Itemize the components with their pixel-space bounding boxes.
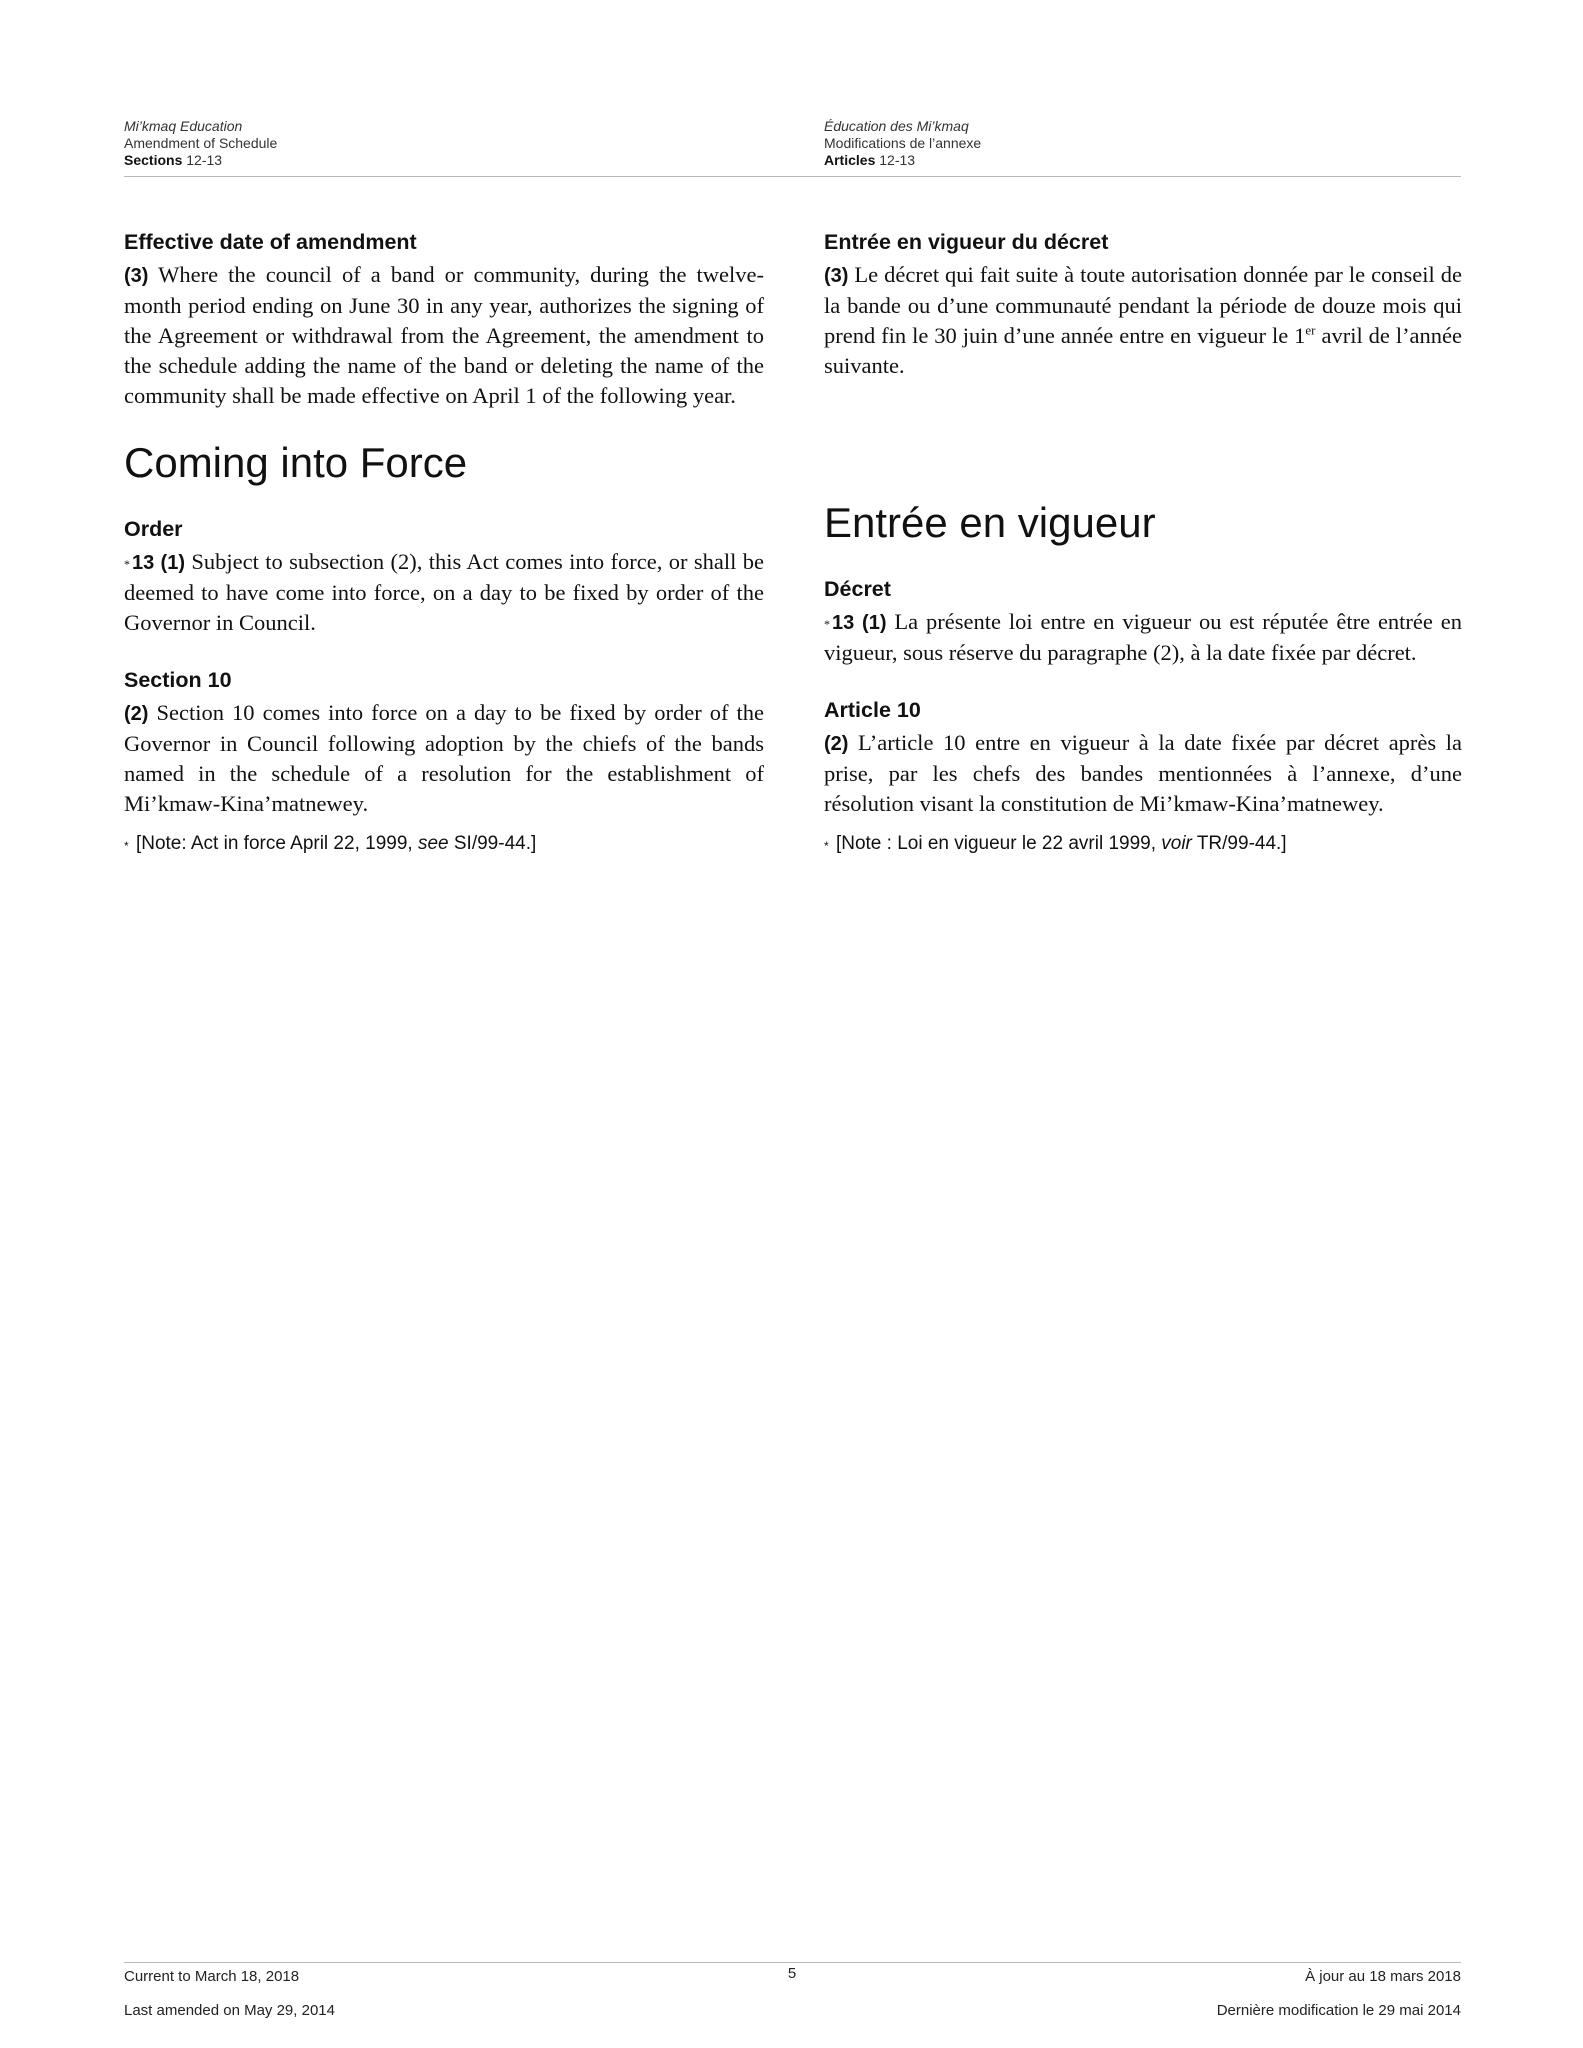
header-sections-fr (824, 152, 981, 169)
footnote-marker: * (824, 617, 830, 631)
in-force-note-en (124, 831, 764, 857)
marginal-note-effective-date: Effective date of amendment (124, 230, 417, 254)
marginal-note-entree-decret: Entrée en vigueur du décret (824, 230, 1109, 254)
footnote-marker: * (124, 839, 129, 853)
subsection-13-2-en (124, 698, 764, 819)
footer-divider (124, 1962, 1461, 1963)
marginal-note-decret: Décret (824, 577, 891, 601)
subsection-13-2-fr (824, 728, 1462, 819)
in-force-note-fr (824, 831, 1462, 857)
french-column (824, 228, 1462, 857)
section-text: La présente loi entre en vigueur ou est réputée être entrée en vigueur, sous réserve du paragraphe (2), à la date fixée par décret. (824, 609, 1463, 665)
current-to-en: Current to March 18, 2018 (124, 1968, 300, 1985)
footnote-marker: * (124, 557, 130, 571)
subsection-12-3-fr (824, 260, 1462, 381)
header-sections-range-fr: 12-13 (879, 152, 916, 168)
header-sections-word-en: Sections (124, 152, 183, 168)
subsection-number: (2) (124, 703, 149, 725)
subsection-text-end: avril de l’année suivante. (824, 323, 1463, 378)
note-italic: see (417, 833, 449, 854)
part-heading-fr: Entrée en vigueur (824, 499, 1156, 546)
subsection-text: Where the council of a band or community, during the twelve-month period ending on June 30 in any year, authorizes the signing of the Agreement or withdrawal from the Agreement, the amendment to the schedule adding the name of the band or deleting the name of the community shall be made effective on April 1 of the following year. (124, 262, 765, 408)
header-sections-range-en: 12-13 (186, 152, 223, 168)
note-reference: SI/99-44.] (453, 833, 537, 854)
running-header-en (124, 118, 277, 169)
marginal-note-order: Order (124, 517, 183, 541)
note-reference: TR/99-44.] (1196, 833, 1287, 854)
running-header-fr (824, 118, 981, 169)
header-act-title-fr: Éducation des Mi’kmaq (824, 118, 969, 134)
section-text: Subject to subsection (2), this Act comes into force, or shall be deemed to have come into force, on a day to be fixed by order of the Governor in Council. (124, 549, 765, 635)
current-to-fr: À jour au 18 mars 2018 (1305, 1968, 1461, 1985)
last-amended-en: Last amended on May 29, 2014 (124, 2002, 335, 2019)
section-number: 13 (1) (832, 612, 887, 634)
subsection-number: (3) (824, 265, 849, 287)
header-part-title-fr: Modifications de l’annexe (824, 135, 982, 151)
marginal-note-section-10: Section 10 (124, 668, 232, 692)
section-13-1-en (124, 547, 764, 638)
subsection-text: Le décret qui fait suite à toute autorisation donnée par le conseil de la bande ou d’une communauté pendant la période de douze mois qui prend fin le 30 juin d’une année entre en vigueur le 1 (824, 262, 1462, 348)
footnote-marker: * (824, 839, 829, 853)
marginal-note-article-10: Article 10 (824, 698, 921, 722)
section-13-1-fr (824, 607, 1462, 668)
subsection-12-3-en (124, 260, 764, 411)
subsection-number: (2) (824, 733, 849, 755)
page-number: 5 (787, 1965, 797, 1982)
part-heading-en: Coming into Force (124, 439, 468, 486)
header-part-title-en: Amendment of Schedule (124, 135, 278, 151)
subsection-text: L’article 10 entre en vigueur à la date fixée par décret après la prise, par les chefs des bandes mentionnées à l’annexe, d’une résolution visant la constitution de Mi’kmaw-Kina’matnewey. (824, 730, 1462, 816)
section-number: 13 (1) (132, 552, 186, 574)
header-sections-word-fr: Articles (824, 152, 876, 168)
subsection-text: Section 10 comes into force on a day to be fixed by order of the Governor in Council following adoption by the chiefs of the bands named in the schedule of a resolution for the establishment of Mi’kmaw-Kina’matnewey. (124, 700, 765, 816)
subsection-number: (3) (124, 265, 149, 287)
header-act-title-en: Mi’kmaq Education (124, 118, 243, 134)
note-text: [Note: Act in force April 22, 1999, (135, 833, 413, 854)
note-text: [Note : Loi en vigueur le 22 avril 1999, (835, 833, 1156, 854)
last-amended-fr: Dernière modification le 29 mai 2014 (1216, 2002, 1461, 2019)
header-sections-en (124, 152, 277, 169)
english-column (124, 228, 764, 857)
header-divider (124, 176, 1461, 177)
superscript-er: er (1305, 322, 1316, 338)
note-italic: voir (1161, 833, 1192, 854)
